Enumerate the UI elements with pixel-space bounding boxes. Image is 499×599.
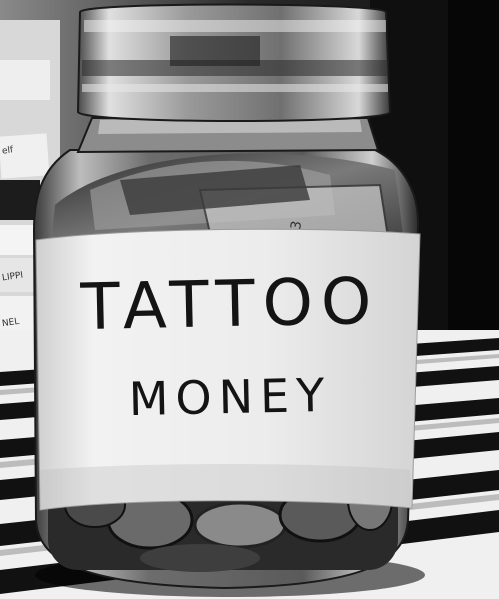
- book-spine-2: LIPPI: [1, 270, 24, 284]
- label-line-2: MONEY: [128, 367, 332, 427]
- jar-lid: [78, 5, 390, 122]
- label-line-1: TATTOO: [79, 264, 381, 346]
- book-spine-1: elf: [1, 145, 14, 157]
- book-spine-3: NEL: [1, 316, 21, 330]
